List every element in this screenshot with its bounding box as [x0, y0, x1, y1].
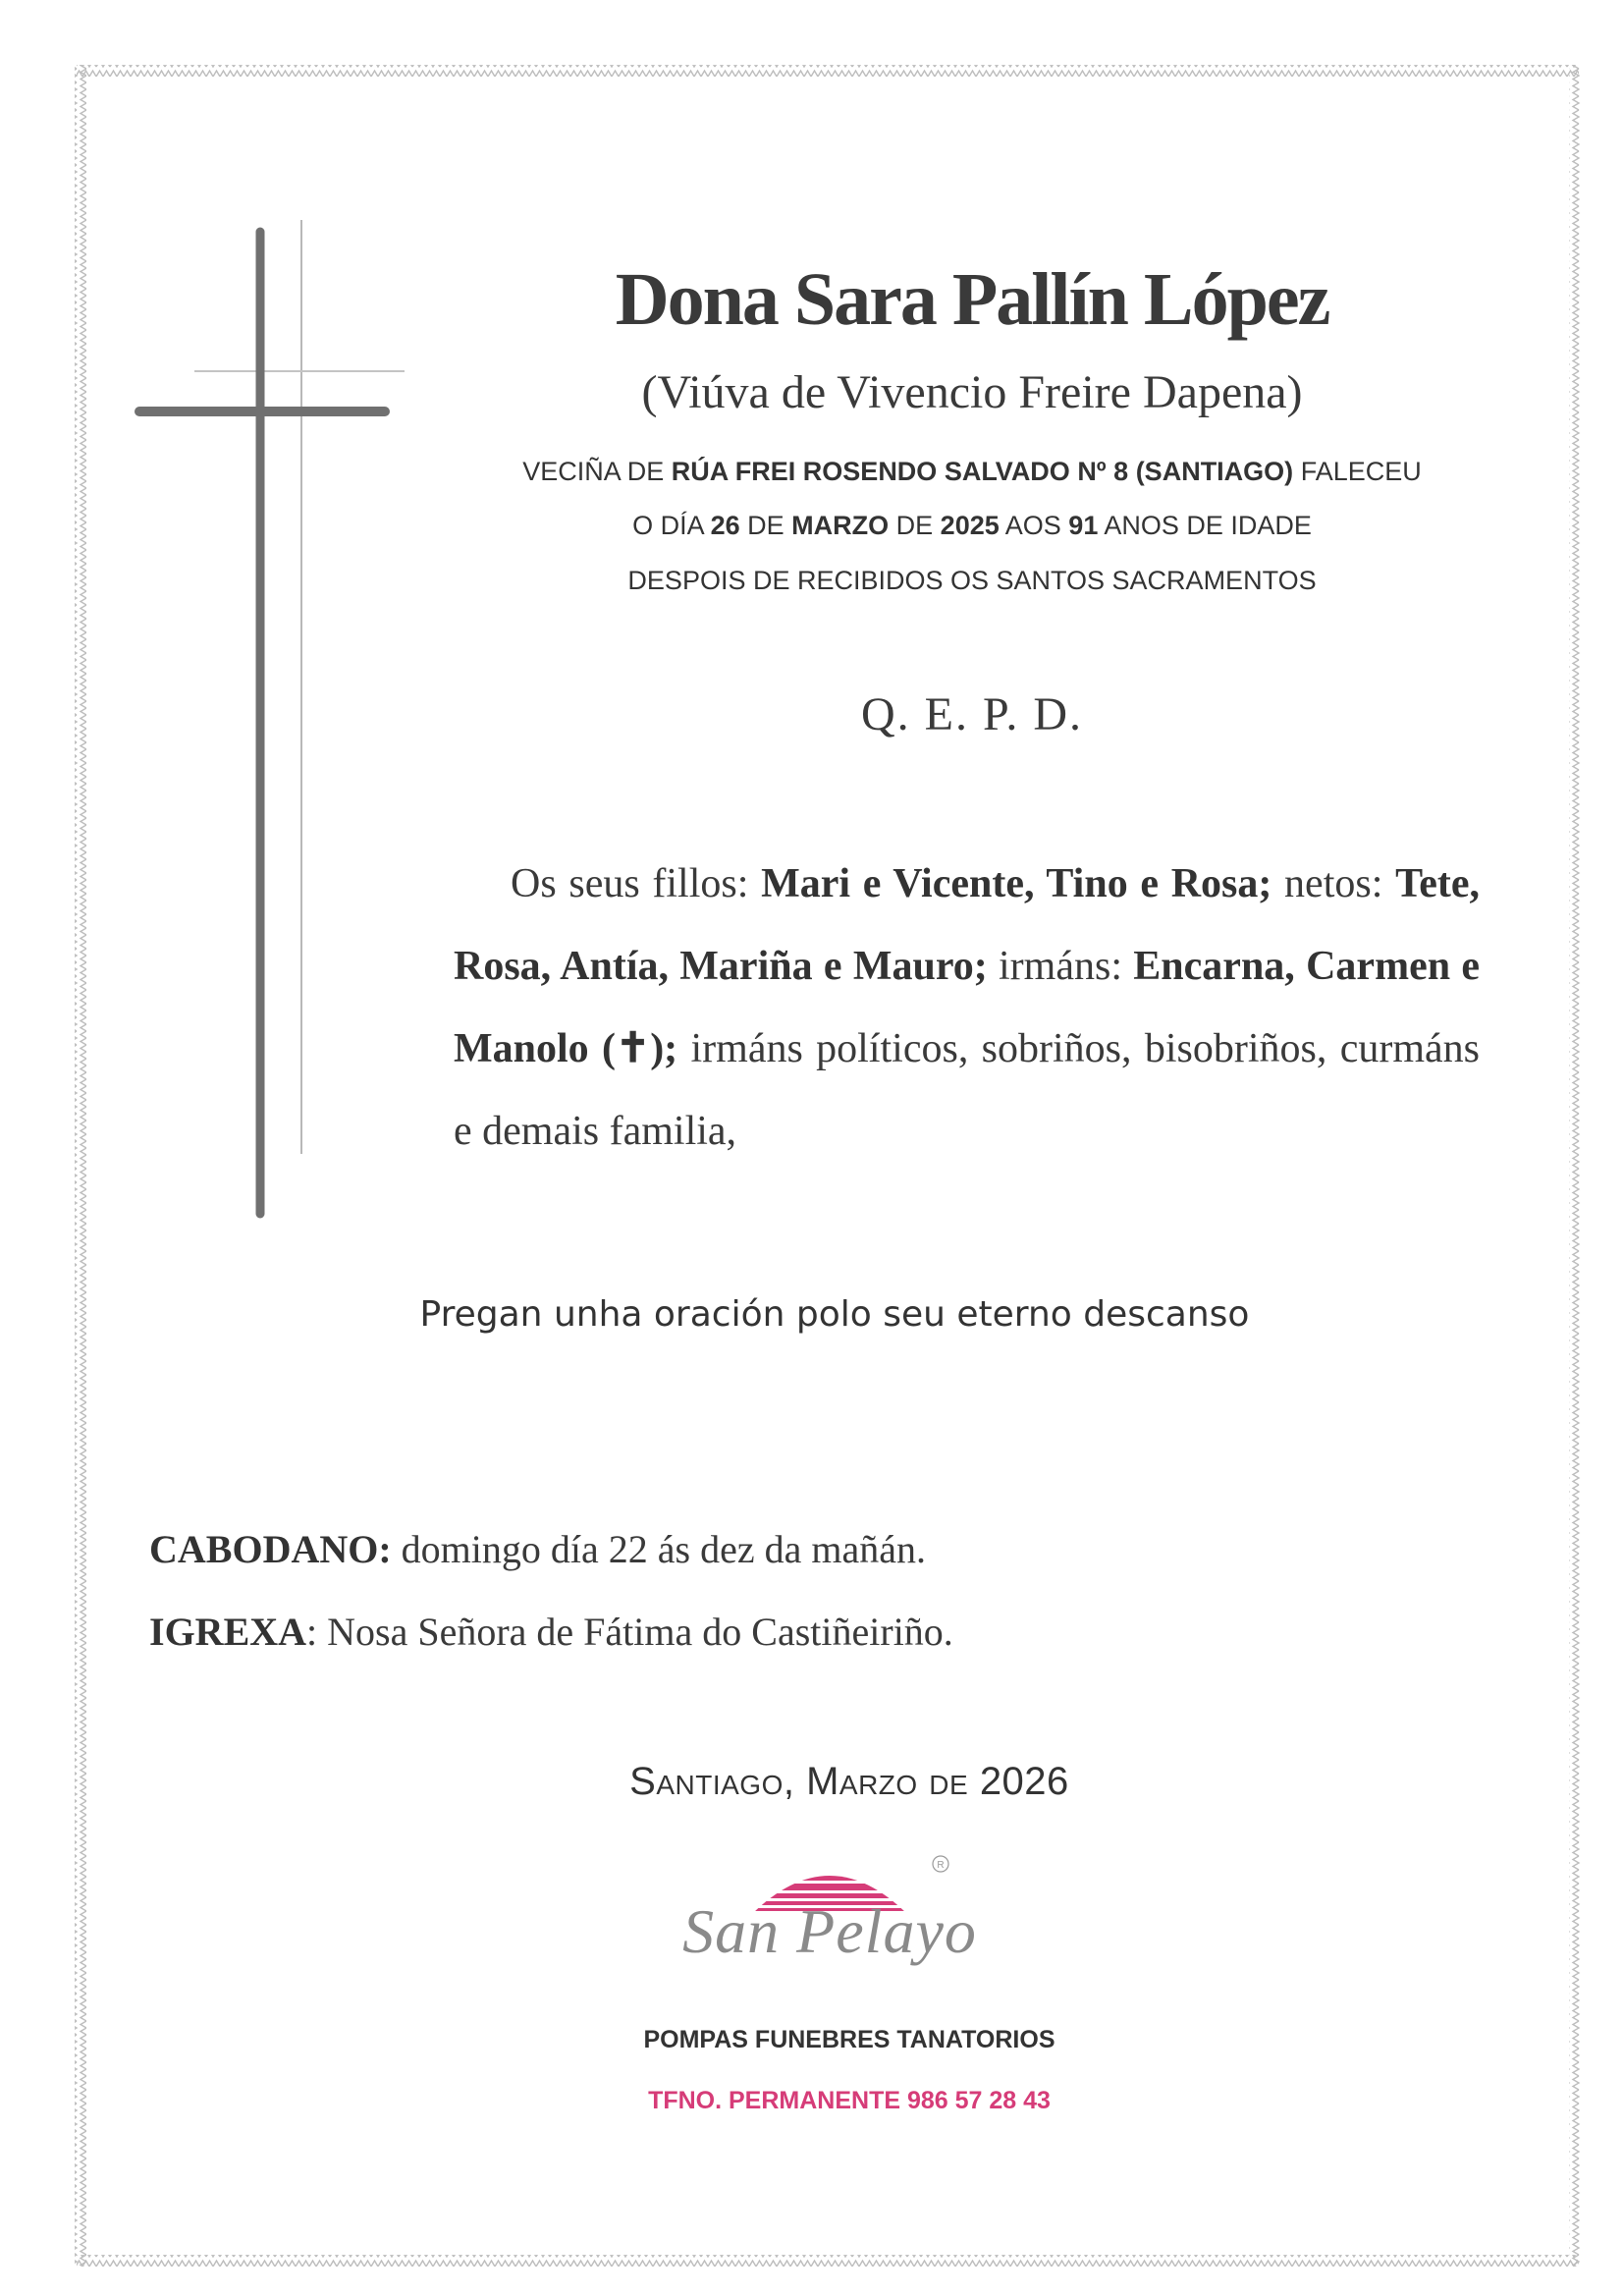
- funeral-home-name: POMPAS FUNEBRES TANATORIOS: [643, 2026, 1055, 2053]
- widow-of: (Viúva de Vivencio Freire Dapena): [641, 366, 1303, 418]
- cross-icon: [0, 0, 442, 1237]
- sacraments-line: DESPOIS DE RECIBIDOS OS SANTOS SACRAMENTOS: [627, 566, 1317, 595]
- family-paragraph: Os seus fillos: Mari e Vicente, Tino e Rosa; netos: Tete, Rosa, Antía, Mariña e Mauro; irmáns: Encarna, Carmen e Manolo (✝); irmáns políticos, sobriños, bisobriños, curmáns e demais familia,: [454, 861, 1481, 1154]
- qepd: Q. E. P. D.: [860, 688, 1084, 740]
- death-date-line: O DÍA 26 DE MARZO DE 2025 AOS 91 ANOS DE IDADE: [632, 511, 1312, 540]
- prayer-line: Pregan unha oración polo seu eterno descanso: [419, 1294, 1250, 1335]
- phone-number: TFNO. PERMANENTE 986 57 28 43: [648, 2087, 1051, 2114]
- place-date: Santiago, Marzo de 2026: [629, 1760, 1069, 1803]
- deceased-name: Dona Sara Pallín López: [615, 258, 1329, 341]
- church-line: IGREXA: Nosa Señora de Fátima do Castiñeiriño.: [149, 1610, 953, 1654]
- logo-text: San Pelayo: [682, 1896, 977, 1966]
- registered-mark: R: [937, 1860, 945, 1871]
- residence-line: VECIÑA DE RÚA FREI ROSENDO SALVADO Nº 8 (SANTIAGO) FALECEU: [522, 457, 1422, 486]
- cabodano-line: CABODANO: domingo día 22 ás dez da mañán.: [149, 1527, 926, 1571]
